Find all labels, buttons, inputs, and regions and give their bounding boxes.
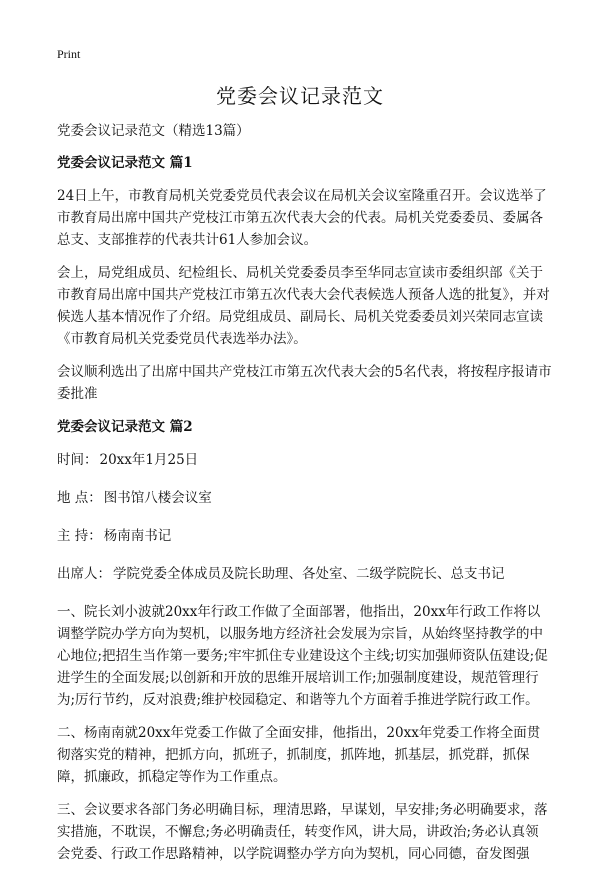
paragraph: 二、杨南南就20xx年党委工作做了全面安排，他指出，20xx年党委工作将全面贯彻落实党的精神，把抓方向，抓班子，抓制度，抓阵地，抓基层，抓党群，抓保障，抓廉政，抓稳定等作为工作重点。 <box>57 725 541 785</box>
meeting-place <box>57 487 552 509</box>
time-value: 20xx年1月25日 <box>99 452 199 468</box>
host-value: 杨南南书记 <box>103 528 172 544</box>
place-label: 地 点： <box>57 490 102 506</box>
article-subtitle: 党委会议记录范文（精选13篇） <box>57 123 250 139</box>
paragraph: 三、会议要求各部门务必明确目标，理清思路，早谋划，早安排;务必明确要求，落实措施，不耽误，不懈怠;务必明确责任，转变作风，讲大局，讲政治;务必认真领会党委、行政工作思路精神，以学院调整办学方向为契机，同心同德，奋发图强 <box>57 802 548 862</box>
page-title: 党委会议记录范文 <box>216 84 384 108</box>
attendees-value: 学院党委全体成员及院长助理、各处室、二级学院院长、总支书记 <box>113 566 505 582</box>
section-heading-2: 党委会议记录范文 篇2 <box>57 419 193 435</box>
paragraph: 24日上午，市教育局机关党委党员代表会议在局机关会议室隆重召开。会议选举了市教育局出席中国共产党枝江市第五次代表大会的代表。局机关党委委员、委属各总支、支部推荐的代表共计61人参加会议。 <box>57 188 547 248</box>
meeting-host <box>57 525 552 547</box>
paragraph: 会议顺利选出了出席中国共产党枝江市第五次代表大会的5名代表，将按程序报请市委批准 <box>57 364 552 402</box>
time-label: 时间： <box>57 452 98 468</box>
print-link[interactable]: Print <box>57 47 81 61</box>
attendees-label: 出席人： <box>57 566 111 582</box>
host-label: 主 持： <box>57 528 102 544</box>
meeting-time <box>57 449 552 471</box>
paragraph: 会上，局党组成员、纪检组长、局机关党委委员李至华同志宣读市委组织部《关于市教育局出席中国共产党枝江市第五次代表大会代表候选人预备人选的批复》，并对候选人基本情况作了介绍。局党组成员、副局长、局机关党委委员刘兴荣同志宣读《市教育局机关党委党员代表选举办法》。 <box>57 265 550 347</box>
article-body <box>57 120 552 876</box>
place-value: 图书馆八楼会议室 <box>103 490 212 506</box>
paragraph: 一、院长刘小波就20xx年行政工作做了全面部署，他指出，20xx年行政工作将以调整学院办学方向为契机，以服务地方经济社会发展为宗旨，从始终坚持教学的中心地位;把招生当作第一要务;牢牢抓住专业建设这个主线;切实加强师资队伍建设;促进学生的全面发展;以创新和开放的思维开展培训工作;加强制度建设，规范管理行为;厉行节约，反对浪费;维护校园稳定、和谐等九个方面着手推进学院行政工作。 <box>57 604 548 708</box>
meeting-attendees <box>57 563 552 585</box>
section-heading-1: 党委会议记录范文 篇1 <box>57 155 193 171</box>
